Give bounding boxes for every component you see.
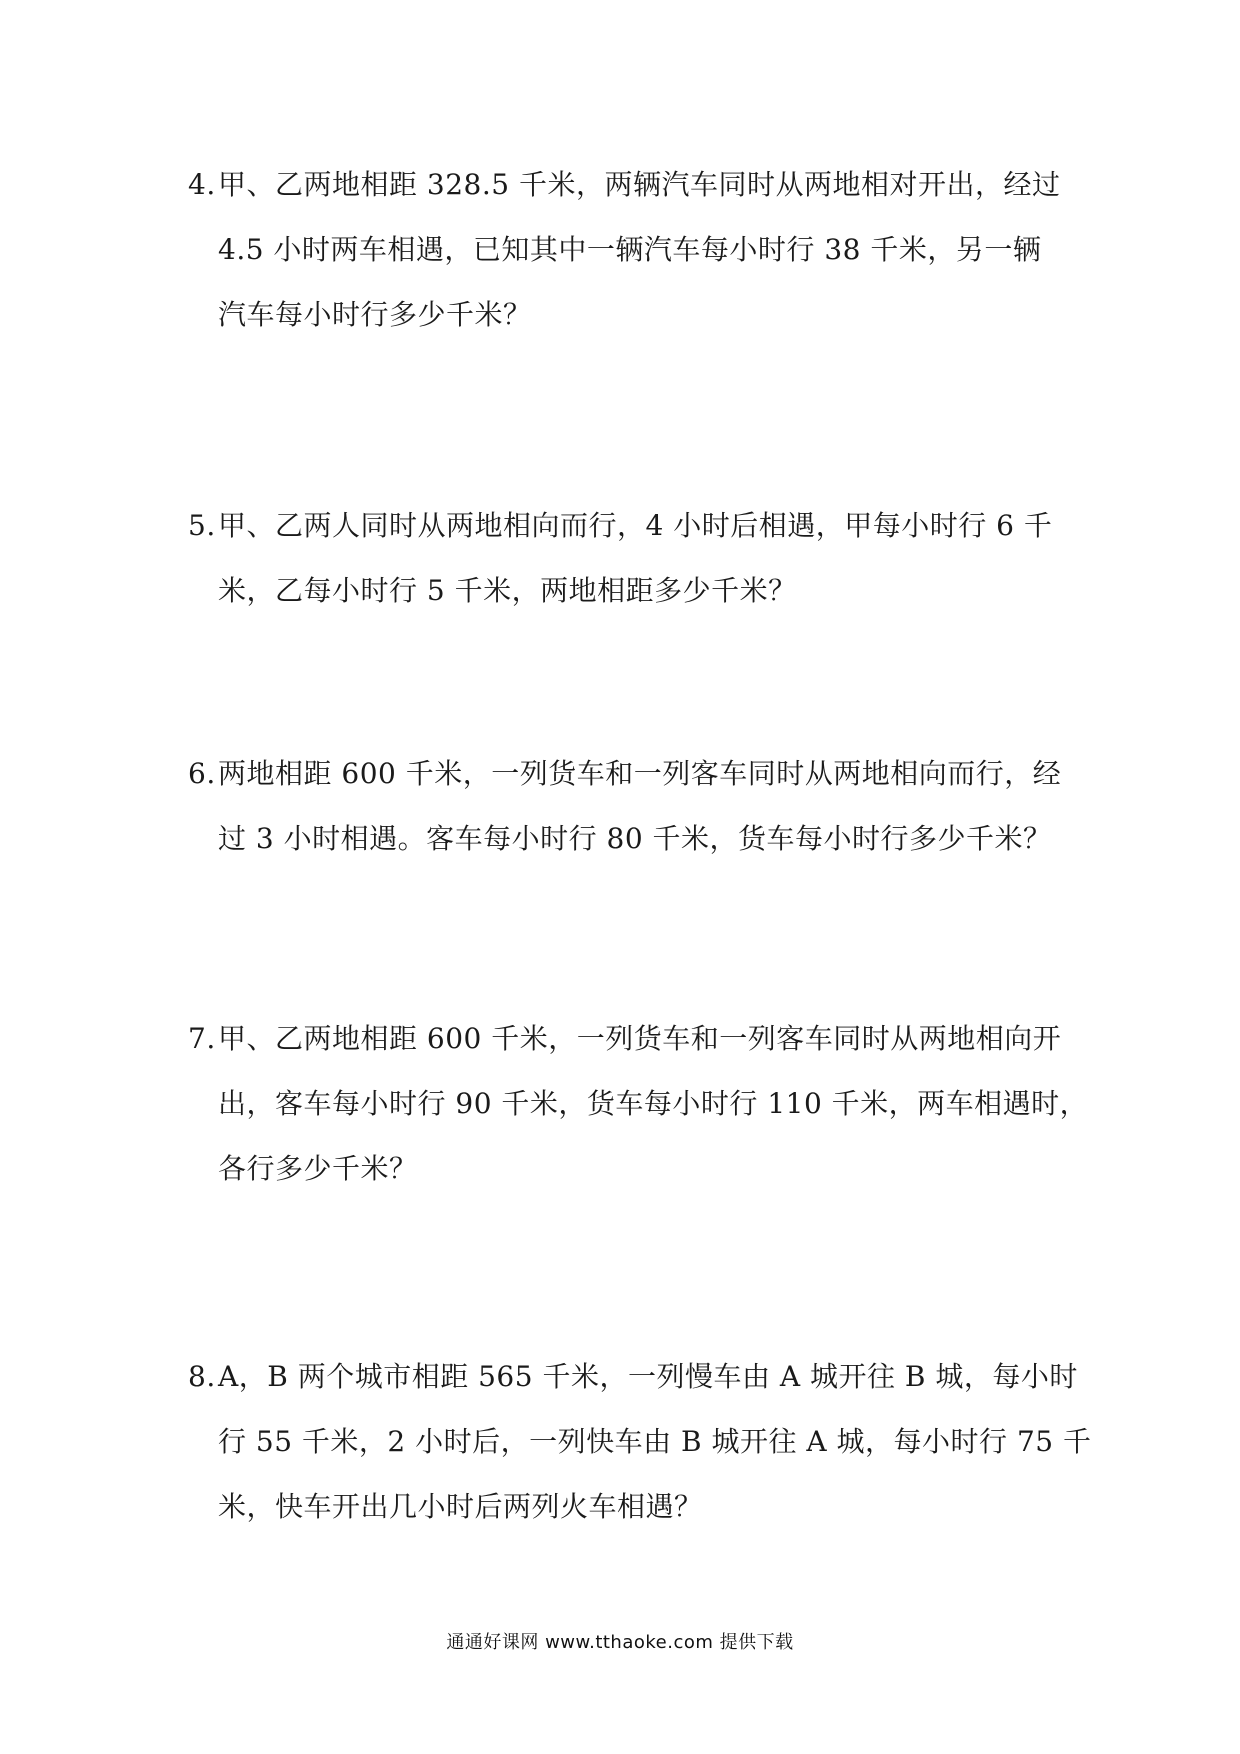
question-text: 行 55 千米，2 小时后，一列快车由 B 城开往 A 城，每小时行 75 千 [218, 1425, 1092, 1458]
question-number: 5. [188, 509, 216, 542]
question-line [188, 152, 1068, 217]
question-line [188, 1006, 1068, 1071]
question-text: 甲、乙两地相距 328.5 千米，两辆汽车同时从两地相对开出，经过 [218, 168, 1061, 201]
question-text: 4.5 小时两车相遇，已知其中一辆汽车每小时行 38 千米，另一辆 [218, 233, 1042, 266]
footer-source-note: 通通好课网 www.tthaoke.com 提供下载 [446, 1632, 794, 1653]
question-line [188, 1474, 1068, 1539]
question-line [188, 1344, 1078, 1409]
question-text: 两地相距 600 千米，一列货车和一列客车同时从两地相向而行，经 [218, 757, 1062, 790]
question-number: 8. [188, 1360, 216, 1393]
question-text: 各行多少千米？ [218, 1152, 418, 1185]
question-text: 汽车每小时行多少千米？ [218, 298, 532, 331]
question-number: 4. [188, 168, 216, 201]
question-line [188, 1071, 1089, 1136]
question-text: 米，乙每小时行 5 千米，两地相距多少千米？ [218, 574, 797, 607]
question-line [188, 1136, 1068, 1201]
question-line [188, 806, 1068, 871]
question-7 [188, 1006, 1089, 1201]
question-line [188, 1409, 1092, 1474]
question-line [188, 741, 1068, 806]
question-8 [188, 1344, 1092, 1539]
question-number: 7. [188, 1022, 216, 1055]
question-line [188, 282, 1068, 347]
question-text: 甲、乙两地相距 600 千米，一列货车和一列客车同时从两地相向开 [218, 1022, 1062, 1055]
question-5 [188, 493, 1068, 623]
question-6 [188, 741, 1068, 871]
question-text: 米，快车开出几小时后两列火车相遇？ [218, 1490, 703, 1523]
question-text: 出，客车每小时行 90 千米，货车每小时行 110 千米，两车相遇时， [218, 1087, 1089, 1120]
question-text: 甲、乙两人同时从两地相向而行，4 小时后相遇，甲每小时行 6 千 [218, 509, 1053, 542]
question-line [188, 558, 1068, 623]
question-4 [188, 152, 1068, 347]
question-text: A，B 两个城市相距 565 千米，一列慢车由 A 城开往 B 城，每小时 [218, 1360, 1078, 1393]
question-text: 过 3 小时相遇。客车每小时行 80 千米，货车每小时行多少千米？ [218, 822, 1052, 855]
question-line [188, 493, 1068, 558]
question-line [188, 217, 1068, 282]
question-number: 6. [188, 757, 216, 790]
